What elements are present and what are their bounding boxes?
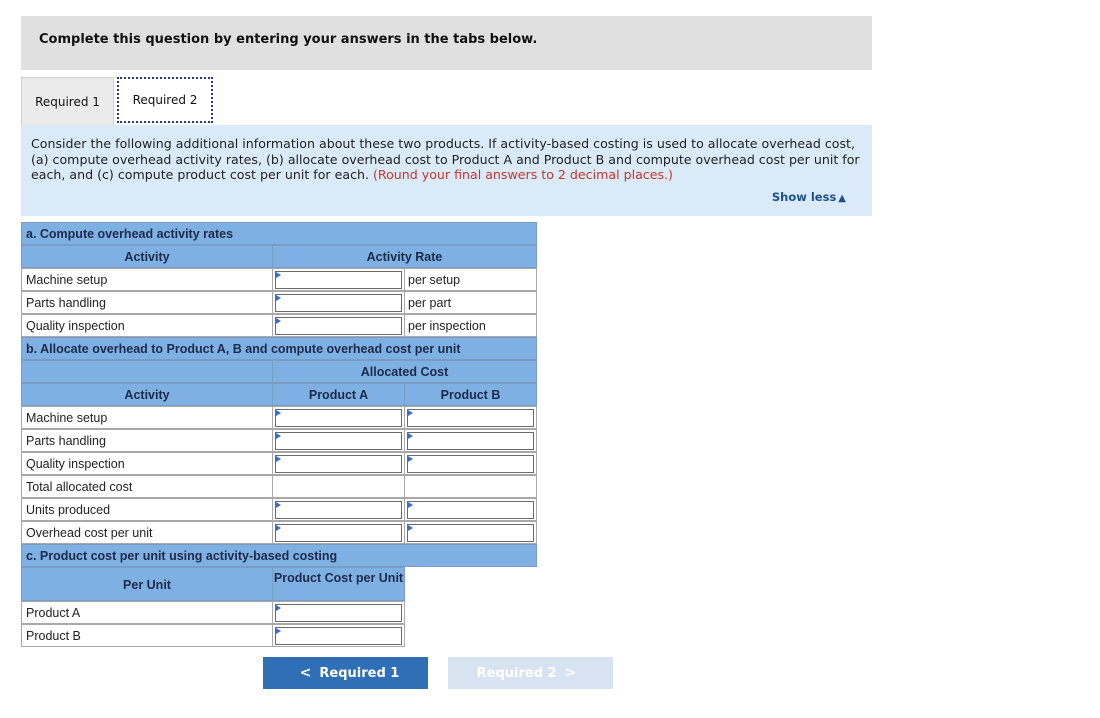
row-label: Total allocated cost bbox=[21, 475, 273, 498]
row-label: Quality inspection bbox=[21, 314, 273, 337]
header-product-b: Product B bbox=[404, 383, 537, 406]
answer-grid bbox=[21, 222, 537, 647]
instruction-bar bbox=[21, 16, 872, 70]
table-row bbox=[21, 406, 537, 429]
row-label: Parts handling bbox=[21, 291, 273, 314]
next-button-label: Required 2 bbox=[476, 665, 557, 681]
instruction-text: Complete this question by entering your answers in the tabs below. bbox=[39, 32, 538, 47]
triangle-up-icon: ▲ bbox=[838, 193, 846, 205]
units-produced-product-a-input[interactable] bbox=[275, 501, 402, 519]
next-required-2-button bbox=[448, 657, 613, 689]
parts-handling-product-b-input[interactable] bbox=[407, 432, 534, 450]
header-per-unit: Per Unit bbox=[21, 567, 273, 601]
unit-label: per part bbox=[404, 291, 537, 314]
parts-handling-product-a-input[interactable] bbox=[275, 432, 402, 450]
product-a-cost-per-unit-input[interactable] bbox=[275, 604, 402, 622]
row-label: Overhead cost per unit bbox=[21, 521, 273, 544]
unit-label: per setup bbox=[404, 268, 537, 291]
header-product-a: Product A bbox=[272, 383, 405, 406]
section-c-title: c. Product cost per unit using activity-based costing bbox=[21, 544, 537, 567]
table-row bbox=[21, 601, 537, 624]
overhead-per-unit-product-b-input[interactable] bbox=[407, 524, 534, 542]
machine-setup-rate-input[interactable] bbox=[275, 271, 402, 289]
table-row bbox=[21, 268, 537, 291]
show-less-label: Show less bbox=[771, 190, 837, 205]
machine-setup-product-a-input[interactable] bbox=[275, 409, 402, 427]
total-allocated-product-a-cell bbox=[272, 475, 405, 498]
table-row bbox=[21, 521, 537, 544]
quality-inspection-product-b-input[interactable] bbox=[407, 455, 534, 473]
table-row bbox=[21, 291, 537, 314]
row-label: Product A bbox=[21, 601, 273, 624]
table-row bbox=[21, 475, 537, 498]
quality-inspection-rate-input[interactable] bbox=[275, 317, 402, 335]
quality-inspection-product-a-input[interactable] bbox=[275, 455, 402, 473]
units-produced-product-b-input[interactable] bbox=[407, 501, 534, 519]
machine-setup-product-b-input[interactable] bbox=[407, 409, 534, 427]
section-b-title: b. Allocate overhead to Product A, B and compute overhead cost per unit bbox=[21, 337, 537, 360]
total-allocated-product-b-cell bbox=[404, 475, 537, 498]
header-allocated-cost: Allocated Cost bbox=[272, 360, 537, 383]
product-b-cost-per-unit-input[interactable] bbox=[275, 627, 402, 645]
header-activity-rate: Activity Rate bbox=[272, 245, 537, 268]
section-a-title: a. Compute overhead activity rates bbox=[21, 222, 537, 245]
row-label: Units produced bbox=[21, 498, 273, 521]
header-product-cost-per-unit: Product Cost per Unit bbox=[272, 567, 405, 601]
header-activity: Activity bbox=[21, 245, 273, 268]
table-row bbox=[21, 498, 537, 521]
chevron-right-icon: > bbox=[564, 665, 577, 681]
table-row bbox=[21, 314, 537, 337]
row-label: Quality inspection bbox=[21, 452, 273, 475]
chevron-left-icon: < bbox=[299, 665, 312, 681]
prev-required-1-button[interactable] bbox=[263, 657, 428, 689]
table-row bbox=[21, 452, 537, 475]
parts-handling-rate-input[interactable] bbox=[275, 294, 402, 312]
rounding-note: (Round your final answers to 2 decimal places.) bbox=[373, 167, 673, 183]
row-label: Machine setup bbox=[21, 406, 273, 429]
row-label: Machine setup bbox=[21, 268, 273, 291]
overhead-per-unit-product-a-input[interactable] bbox=[275, 524, 402, 542]
unit-label: per inspection bbox=[404, 314, 537, 337]
show-less-link[interactable] bbox=[772, 190, 846, 207]
tab-required-1[interactable]: Required 1 bbox=[21, 77, 114, 125]
row-label: Parts handling bbox=[21, 429, 273, 452]
prev-button-label: Required 1 bbox=[319, 665, 400, 681]
tab-required-2[interactable]: Required 2 bbox=[117, 77, 213, 123]
info-text: Consider the following additional information about these two products. If activity-based costing is used to allocate overhead cost, (a) compute overhead activity rates, (b) allocate overhead cost to Product A and Product B and compute overhead cost per unit for each, and (c) compute product cost per unit for each. bbox=[31, 136, 860, 183]
info-panel bbox=[21, 125, 872, 216]
header-activity: Activity bbox=[21, 383, 273, 406]
table-row bbox=[21, 624, 537, 647]
row-label: Product B bbox=[21, 624, 273, 647]
table-row bbox=[21, 429, 537, 452]
